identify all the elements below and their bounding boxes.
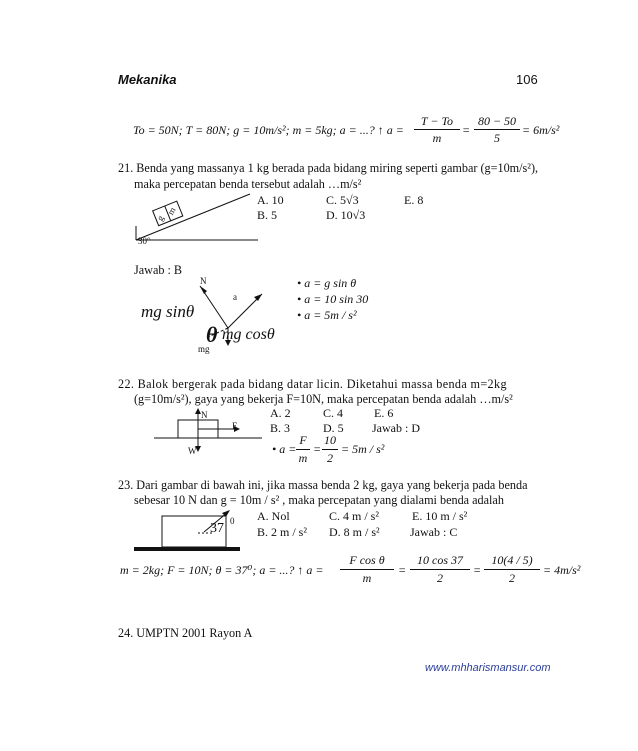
intro-frac2-den: 5 (494, 131, 500, 145)
q22-step-mid: = (313, 442, 322, 456)
q21-option-d: D. 10√3 (326, 208, 366, 222)
q23-option-b: B. 2 m / s² (257, 525, 307, 539)
q23-angle: 37 (210, 521, 224, 536)
q22-option-b: B. 3 (270, 421, 291, 435)
intro-given: To = 50N; T = 80N; g = 10m/s²; m = 5kg; a = ...? ↑ a = (133, 123, 404, 137)
q23-result: = 4m/s² (543, 563, 581, 577)
q23-f3-den: 2 (509, 571, 515, 585)
q21-theta: θ (206, 322, 218, 347)
q23-f2-num: 10 cos 37 (417, 553, 463, 567)
intro-frac2-bar (474, 129, 520, 130)
q23-f3-num: 10(4 / 5) (491, 553, 533, 567)
q23-block-figure (134, 506, 244, 552)
q23-angle-deg: 0 (230, 516, 235, 526)
q23-option-e: E. 10 m / s² (412, 509, 468, 523)
q22-line1: 22. Balok bergerak pada bidang datar licin. Diketahui massa benda m=2kg (118, 377, 507, 391)
q22-diagram-W: W (188, 446, 197, 456)
incline-angle-label: 30° (138, 236, 151, 246)
intro-eq-sign: = (462, 123, 471, 137)
intro-frac2-num: 80 − 50 (477, 114, 517, 128)
q22-option-c: C. 4 (323, 406, 344, 420)
q22-diagram-N: N (201, 410, 208, 420)
q21-diagram-a: a (233, 292, 237, 302)
q21-diagram-N: N (200, 276, 207, 286)
incline-g-label: g (154, 213, 166, 223)
q23-option-c: C. 4 m / s² (329, 509, 379, 523)
q23-eq-sign1: = (398, 563, 407, 577)
q22-step-den2: 2 (327, 451, 333, 465)
page-number: 106 (516, 72, 538, 87)
q23-f2-den: 2 (437, 571, 443, 585)
q23-line2: sebesar 10 N dan g = 10m / s² , maka percepatan yang dialami benda adalah (134, 493, 504, 507)
q21-line1: 21. Benda yang massanya 1 kg berada pada bidang miring seperti gambar (g=10m/s²), (118, 161, 539, 175)
q23-eq-given: m = 2kg; F = 10N; θ = 37⁰; a = ...? ↑ a = (120, 563, 324, 577)
footer-url[interactable]: www.mhharismansur.com (425, 662, 551, 674)
q23-f1-bar (340, 569, 394, 570)
q24-line1: 24. UMPTN 2001 Rayon A (118, 626, 253, 640)
intro-frac1-den: m (432, 131, 442, 145)
q23-f3-bar (484, 569, 540, 570)
incline-mass-label: m (165, 205, 178, 217)
q23-line1: 23. Dari gambar di bawah ini, jika massa benda 2 kg, gaya yang bekerja pada benda (118, 478, 528, 492)
q22-step-bar2 (322, 449, 338, 450)
q21-step-1: • a = g sin θ (297, 276, 357, 290)
q22-step-num: F (299, 433, 307, 447)
q23-answer: Jawab : C (410, 525, 458, 539)
q23-f1-num: F cos θ (349, 553, 385, 567)
q22-option-d: D. 5 (323, 421, 344, 435)
q23-eq-sign2: = (473, 563, 482, 577)
q21-diagram-mg: mg (198, 344, 210, 354)
chapter-title: Mekanika (118, 72, 177, 87)
q21-mgcos: mg cosθ (222, 326, 275, 343)
intro-frac1-num: T − To (420, 114, 454, 128)
q21-answer: Jawab : B (134, 263, 183, 277)
q22-block-figure (152, 406, 264, 456)
q21-option-a: A. 10 (257, 193, 284, 207)
q22-step-lhs: • a = (272, 442, 297, 456)
q21-option-b: B. 5 (257, 208, 278, 222)
q21-line2: maka percepatan benda tersebut adalah …m/s² (134, 177, 362, 191)
incline-figure (132, 186, 262, 248)
q22-step-rhs: = 5m / s² (341, 442, 385, 456)
q22-line2: (g=10m/s²), gaya yang bekerja F=10N, maka percepatan benda adalah …m/s² (134, 392, 513, 406)
intro-frac1-bar (414, 129, 460, 130)
q22-option-e: E. 6 (374, 406, 394, 420)
q22-answer: Jawab : D (372, 421, 420, 435)
q22-step-bar1 (296, 449, 310, 450)
q23-option-a: A. Nol (257, 509, 290, 523)
q21-mgsin: mg sinθ (141, 302, 195, 321)
q21-step-2: • a = 10 sin 30 (297, 292, 369, 306)
q23-f2-bar (410, 569, 470, 570)
q23-f1-den: m (362, 571, 372, 585)
q21-step-3: • a = 5m / s² (297, 308, 357, 322)
intro-result: = 6m/s² (522, 123, 560, 137)
q22-diagram-F: F (232, 421, 238, 431)
q22-option-a: A. 2 (270, 406, 291, 420)
q21-option-e: E. 8 (404, 193, 424, 207)
q22-step-num2: 10 (324, 433, 336, 447)
q21-option-c: C. 5√3 (326, 193, 359, 207)
q22-step-den: m (298, 451, 308, 465)
q23-option-d: D. 8 m / s² (329, 525, 380, 539)
